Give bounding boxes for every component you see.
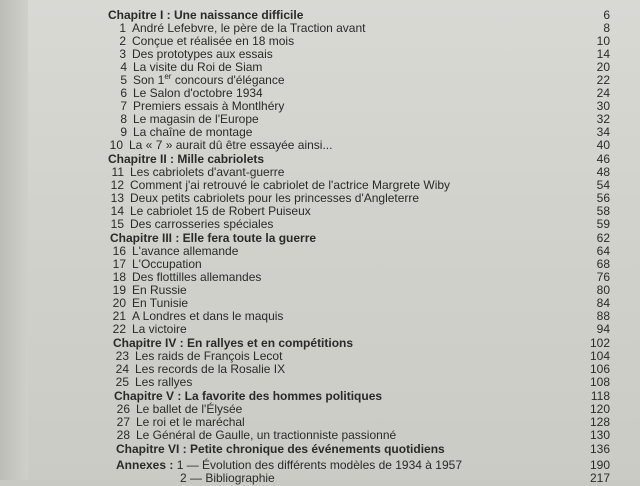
toc-entry <box>0 217 640 232</box>
toc-page-number: 190 <box>589 458 610 472</box>
toc-entry-number: 8 <box>120 112 127 126</box>
toc-entry-text: Les records de la Rosalie IX <box>135 362 286 376</box>
toc-entry-text: Comment j'ai retrouvé le cabriolet de l'actrice Margrete Wiby <box>130 178 451 192</box>
toc-entry-title: Chapitre VI : Petite chronique des événements quotidiens <box>116 442 445 456</box>
toc-entry-number: 26 <box>116 402 130 416</box>
toc-page-number: 34 <box>596 125 610 139</box>
toc-entry-number: 19 <box>112 283 126 297</box>
toc-entry <box>0 322 640 337</box>
toc-page-number: 58 <box>596 204 610 218</box>
toc-page-number: 120 <box>589 402 610 416</box>
toc-entry-text: Les rallyes <box>135 375 193 389</box>
toc-entry-number: 10 <box>109 138 123 152</box>
toc-entry-number: 28 <box>116 428 130 442</box>
toc-entry-number: 14 <box>110 204 124 218</box>
toc-page-number: 46 <box>596 152 610 166</box>
toc-entry-text: L'Occupation <box>132 257 202 271</box>
toc-entry-number: 23 <box>115 349 129 363</box>
toc-entry-number: 5 <box>120 73 127 87</box>
toc-entry-text: Conçue et réalisée en 18 mois <box>132 34 295 48</box>
toc-entry-text: Deux petits cabriolets pour les princesses d'Angleterre <box>130 191 420 205</box>
toc-entry-text: En Russie <box>132 283 187 297</box>
toc-entry-text: A Londres et dans le maquis <box>132 309 284 323</box>
toc-entry-title: Chapitre III : Elle fera toute la guerre <box>110 231 317 245</box>
toc-entry-number: 20 <box>112 296 126 310</box>
toc-page-number: 217 <box>589 471 610 485</box>
toc-entry-number: 27 <box>116 415 130 429</box>
toc-entry-text: En Tunisie <box>132 296 189 310</box>
toc-entry-number: 11 <box>111 165 124 179</box>
toc-entry-text: Des carrosseries spéciales <box>130 217 274 231</box>
toc-entry <box>0 428 640 443</box>
toc-page-number: 84 <box>596 296 610 310</box>
toc-entry-number: 4 <box>120 60 127 74</box>
toc-page-number: 104 <box>589 349 610 363</box>
toc-entry-text: Le ballet de l'Élysée <box>136 402 243 416</box>
toc-entry-text: La chaîne de montage <box>133 125 253 139</box>
toc-page-number: 6 <box>603 8 610 22</box>
toc-page-number: 108 <box>589 375 610 389</box>
toc-entry-number: 6 <box>120 86 127 100</box>
toc-entry-text: Le Général de Gaulle, un tractionniste passionné <box>136 428 397 442</box>
toc-entry-text: Son 1er concours d'élégance <box>133 72 285 87</box>
toc-entry-number: 7 <box>120 99 127 113</box>
toc-entry-title <box>114 428 396 443</box>
toc-entry-title <box>110 322 187 337</box>
toc-entry <box>0 471 640 486</box>
toc-entry-number: 18 <box>112 270 126 284</box>
toc-entry-title <box>113 375 192 390</box>
toc-entry-number: 1 <box>119 21 126 35</box>
toc-entry-title: Chapitre II : Mille cabriolets <box>108 152 265 166</box>
toc-entry-title: Chapitre I : Une naissance difficile <box>108 8 304 22</box>
toc-entry-text: L'avance allemande <box>132 244 239 258</box>
toc-page-number: 56 <box>596 191 610 205</box>
toc-entry-title <box>108 217 273 232</box>
toc-page-number: 136 <box>589 442 610 456</box>
toc-entry-number: 16 <box>112 244 126 258</box>
toc-page-number: 106 <box>589 362 610 376</box>
toc-page-number: 94 <box>596 322 610 336</box>
toc-entry-number: 3 <box>119 47 126 61</box>
toc-entry-text: Le cabriolet 15 de Robert Puiseux <box>130 204 311 218</box>
toc-entry-number: 17 <box>112 257 126 271</box>
toc-page-number: 14 <box>596 47 610 61</box>
toc-entry-text: Les cabriolets d'avant-guerre <box>130 165 285 179</box>
toc-page-number: 88 <box>596 309 610 323</box>
toc-page-number: 8 <box>603 21 610 35</box>
toc-page-number: 80 <box>596 283 610 297</box>
toc-page-number: 130 <box>589 428 610 442</box>
toc-entry-number: 9 <box>120 125 127 139</box>
toc-entry-text: La « 7 » aurait dû être essayée ainsi... <box>129 138 333 152</box>
toc-page-number: 128 <box>589 415 610 429</box>
toc-entry-text: Des prototypes aux essais <box>132 47 273 61</box>
toc-entry-number: 2 <box>119 34 126 48</box>
toc-entry-title: 2 — Bibliographie <box>180 471 275 485</box>
toc-page-number: 32 <box>596 112 610 126</box>
toc-page-number: 59 <box>596 217 610 231</box>
toc-entry-number: 12 <box>110 178 124 192</box>
toc-page-number: 24 <box>596 86 610 100</box>
toc-entry-number: 13 <box>110 191 124 205</box>
toc-page-number: 22 <box>596 73 610 87</box>
toc-page-number: 68 <box>596 257 610 271</box>
toc-entry-text: Le roi et le maréchal <box>136 415 245 429</box>
toc-page-number: 64 <box>596 244 610 258</box>
toc-entry-number: 24 <box>115 362 129 376</box>
toc-entry-text: André Lefebvre, le père de la Traction avant <box>132 21 366 35</box>
toc-page-number: 102 <box>589 336 610 350</box>
toc-entry-number: 25 <box>115 375 129 389</box>
toc-page-number: 40 <box>596 138 610 152</box>
annex-entry: 1 — Évolution des différents modèles de 1934 à 1957 <box>176 458 462 472</box>
toc-entry-number: 21 <box>112 309 126 323</box>
toc-page-number: 48 <box>596 165 610 179</box>
annex-label: Annexes : <box>116 458 177 472</box>
toc-entry-number: 15 <box>110 217 124 231</box>
toc-entry-text: Premiers essais à Montlhéry <box>133 99 285 113</box>
toc-entry-text: Le Salon d'octobre 1934 <box>133 86 263 100</box>
toc-entry-title: Chapitre IV : En rallyes et en compétitions <box>113 336 354 350</box>
toc-entry-title <box>107 138 332 153</box>
toc-page-number: 118 <box>590 389 610 403</box>
toc-entry <box>0 138 640 153</box>
toc-page-number: 20 <box>596 60 610 74</box>
toc-entry-text: La visite du Roi de Siam <box>133 60 263 74</box>
toc-entry <box>0 375 640 390</box>
toc-entry-title: Chapitre V : La favorite des hommes politiques <box>114 389 383 403</box>
toc-page-number: 76 <box>596 270 610 284</box>
toc-entry-text: Des flottilles allemandes <box>132 270 262 284</box>
toc-page-number: 54 <box>596 178 610 192</box>
toc-page-number: 62 <box>596 231 610 245</box>
toc-page-number: 30 <box>596 99 610 113</box>
toc-entry-text: Le magasin de l'Europe <box>133 112 259 126</box>
toc-entry-text: Les raids de François Lecot <box>135 349 283 363</box>
toc-chapter-heading <box>0 442 640 457</box>
toc-page-number: 10 <box>596 34 610 48</box>
toc-entry-text: La victoire <box>132 322 187 336</box>
toc-entry-number: 22 <box>112 322 126 336</box>
